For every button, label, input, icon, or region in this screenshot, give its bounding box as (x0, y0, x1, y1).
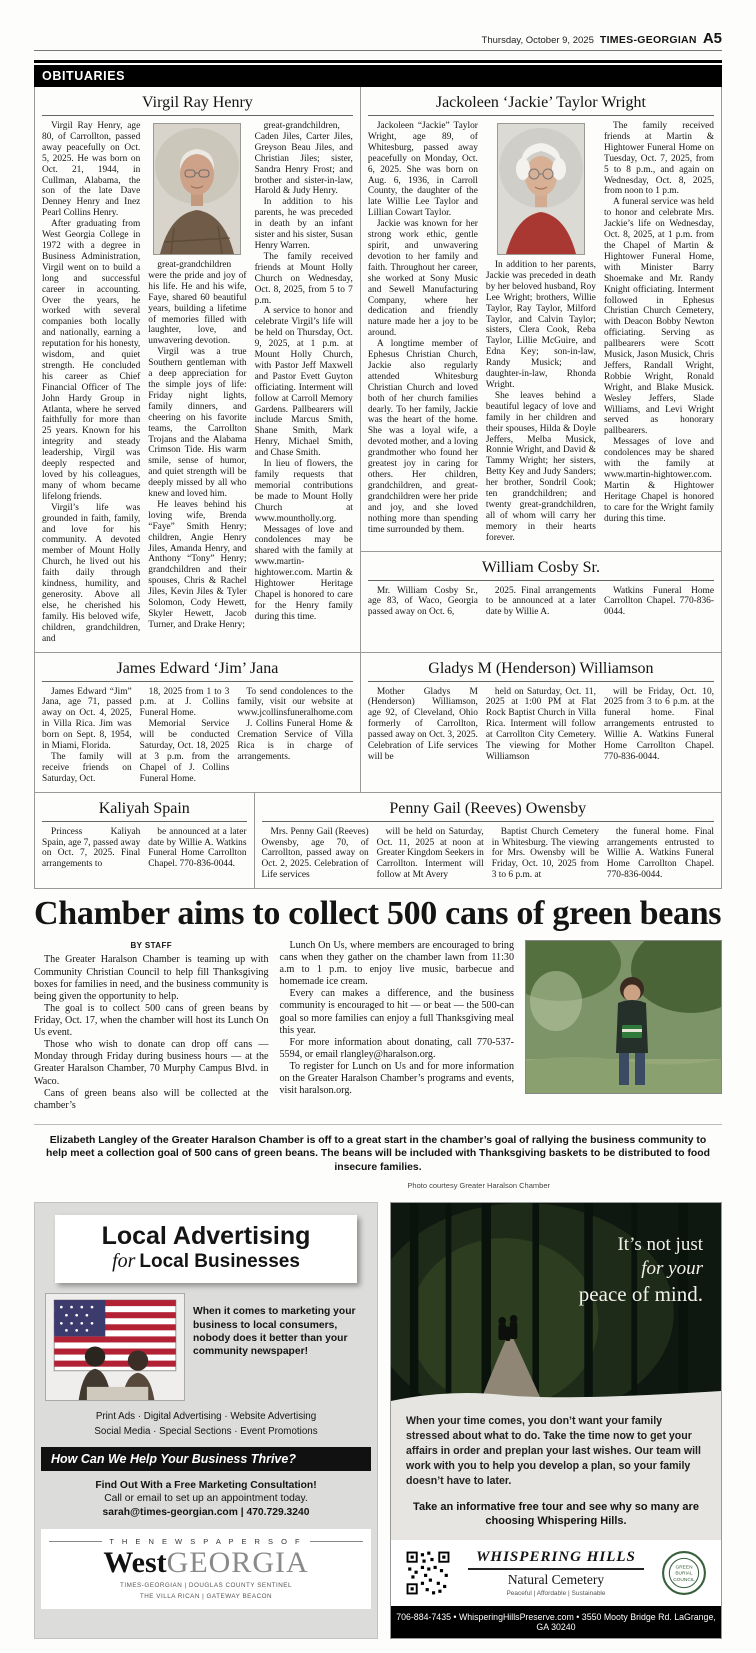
obituary-title: Virgil Ray Henry (42, 89, 353, 116)
paragraph: Messages of love and condolences may be shared with the family at www.martin-hightower.com. Martin & Hightower Heritage Chapel is honored to care for the Henry family during this time. (254, 524, 353, 622)
paragraph: J. Collins Funeral Home & Cremation Service of Villa Rica is in charge of arrangements. (237, 719, 353, 762)
paragraph: The family will receive friends on Saturday, Oct. (42, 751, 132, 784)
obit-column (237, 687, 353, 785)
obit-column (148, 827, 246, 871)
seal-word-1: GREEN (675, 1565, 693, 1571)
paragraph: Lunch On Us, where members are encouraged to bring cans when they gather on the chamber lawn from 11:30 a.m to 1 p.m. to enjoy live music, barbecue and homemade ice cream. (279, 939, 514, 988)
paragraph: A longtime member of Ephesus Christian Church, Jackie also regularly attended Whitesburg Christian Church and loved both of her church families dearly. To her family, Jackie was the heart of the home. She was a loyal wife, a devoted mother, and a loving grandmother who found her greatest joy in caring for others. Her children, grandchildren, and great-grandchildren were her pride and joy, and she loved nothing more than spending time surrounded by them. (367, 339, 478, 535)
paragraph: Jackoleen “Jackie” Taylor Wright, age 89, of Whitesburg, passed away peacefully on Monday, Oct. 6, 2025. She was born on Aug. 6, 1936, in Carroll County, the daughter of the late Willie Lee Taylor and Lillian Cowart Taylor. (367, 121, 478, 219)
obit-column (377, 827, 484, 882)
article-column-text (34, 954, 269, 1111)
ad-services-line1: Print Ads · Digital Advertising · Website Advertising (95, 1411, 317, 1423)
photo-caption: Elizabeth Langley of the Greater Haralson Chamber is off to a great start in the chamber’s goal of rallying the business community to help meet a collection goal of 500 cans of green beans. The beans will be included with Thanksgiving baskets to be distributed to food insecure families. (46, 1134, 710, 1173)
paragraph: Messages of love and condolences may be shared with the family at www.martin-hightower.com. Martin & Hightower Heritage Chapel is honored to care for the Wright family during this time. (603, 437, 714, 524)
ad-middle-row (45, 1293, 367, 1401)
headline-line2: for your (641, 1258, 703, 1280)
obituary-penny-gail-owensby (255, 793, 721, 889)
photo-credit: Photo courtesy Greater Haralson Chamber (407, 1181, 550, 1191)
article-column-2 (280, 940, 515, 1112)
ad-cta (45, 1479, 367, 1521)
flag-photo (45, 1293, 185, 1401)
whispering-hills-logo-row (391, 1540, 721, 1606)
paragraph: In lieu of flowers, the family requests that memorial contributions be made to Mount Holly Church at www.mountholly.org. (254, 459, 353, 524)
headline-line3: peace of mind. (578, 1281, 703, 1306)
forest-photo-headline (579, 1233, 703, 1307)
obit-column (368, 121, 478, 544)
whispering-hills-ad (390, 1202, 722, 1639)
chamber-article (34, 896, 722, 1190)
paragraph: He leaves behind his loving wife, Brenda “Faye” Smith Henry; children, Angie Henry Jiles, Amanda Henry, and Anthony “Tony” Henry; grandchildren and their spouses, Chris & Rachel Jiles, Kevin Jiles & Tyler Solomon, Cody Hewett, Skyler Hewett, Jacob Turner, and Drake Henry; (148, 499, 247, 630)
whispering-hills-logo (468, 1549, 644, 1597)
paragraph: The family received friends at Martin & Hightower Funeral Home on Tuesday, Oct. 7, 2025, from 5 to 8 p.m., and again on Wednesday, Oct. 8, 2025, from noon to 1 p.m. (603, 121, 714, 197)
obit-column (368, 687, 478, 763)
ad-headline-for: for (112, 1250, 136, 1273)
obituaries-section (34, 87, 722, 889)
cemetery-name: WHISPERING HILLS (468, 1549, 644, 1570)
obit-column (492, 827, 599, 882)
obituary-kaliyah-spain (35, 793, 255, 889)
paragraph: Virgil’s life was grounded in faith, family, and love for his community. A devoted member of Mount Holly Church, he lived out his faith daily through kindness, humility, and generosity. Above all else, he cherished his family. His beloved wife, children, grandchildren, and (42, 502, 141, 644)
obituary-title: Penny Gail (Reeves) Owensby (262, 795, 714, 822)
obit-column-text (486, 260, 596, 544)
paragraph: will be held on Saturday, Oct. 11, 2025 at noon at Greater Kingdom Seekers in Carrollton. Interment will follow at Mt Avery (376, 826, 484, 881)
ad-headline-line2 (61, 1249, 351, 1274)
ad-body-text: When your time comes, you don’t want your family stressed about what to do. Take the time now to get your affairs in order and preplan your last wishes. Our team will work with you to help you develop a plan, so your family doesn’t have to later. (406, 1415, 701, 1487)
paragraph: Virgil was a true Southern gentleman with a deep appreciation for the simple joys of life: Friday night lights, family dinners, and cheering on his favorite teams, the Carrollton Trojans and the Alabama Crimson Tide. His warm smile, sense of humor, and quiet strength will be deeply missed by all who knew and loved him. (148, 347, 247, 500)
ad-pitch-text: When it comes to marketing your business to local consumers, nobody does it better than your community newspaper! (193, 1306, 356, 1358)
obit-row-2 (35, 652, 721, 792)
obituary-title: William Cosby Sr. (368, 554, 714, 581)
paragraph: Jackie was known for her strong work ethic, gentle spirit, and unwavering devotion to her family and faith. Throughout her career, she worked at Sony Music and Sewell Manufacturing Company, where her dedication and friendly nature made her a joy to be around. (367, 219, 478, 339)
obituary-gladys-williamson (361, 653, 721, 792)
west-georgia-house-ad (34, 1202, 378, 1639)
paragraph: After graduating from West Georgia College in 1972 with a degree in Business Administration, Virgil went on to build a long and successful career in accounting. Over the years, he worked with several companies both locally and nationally, earning a reputation for his honesty, wisdom, and quiet strength. He concluded his career as Chief Financial Officer of The John Hardy Group in Atlanta, where he served faithfully for more than 25 years. Known for his integrity and steady leadership, Virgil was deeply respected and loved by his colleagues, many of whom became lifelong friends. (42, 219, 141, 502)
obituary-columns (262, 827, 714, 882)
jackoleen-taylor-wright-photo (497, 123, 585, 255)
green-burial-council-seal (661, 1550, 707, 1596)
ad-headline-card (55, 1215, 357, 1283)
paragraph: Memorial Service will be conducted Saturday, Oct. 18, 2025 at 3 p.m. from the Chapel of J. Collins Funeral Home. (139, 719, 230, 784)
obit-column (148, 121, 246, 645)
virgil-ray-henry-photo (153, 123, 241, 255)
article-byline: BY STAFF (130, 940, 173, 950)
paragraph: the funeral home. Final arrangements entrusted to Willie A. Watkins Funeral Home Carrollton Chapel. 770-836-0044. (606, 826, 715, 881)
affiliate-papers (49, 1581, 363, 1602)
paragraph: The family received friends at Mount Holly Church on Wednesday, Oct. 8, 2025, from 5 to 7 p.m. (254, 251, 353, 306)
obituary-title: James Edward ‘Jim’ Jana (42, 655, 353, 682)
paragraph: Mr. William Cosby Sr., age 83, of Waco, Georgia passed away on Oct. 6, (367, 585, 478, 618)
ad-ribbon: How Can We Help Your Business Thrive? (41, 1447, 371, 1471)
logo-kicker: T H E N E W S P A P E R S O F (49, 1537, 363, 1546)
obit-row-1 (35, 87, 721, 652)
obituary-columns (368, 121, 714, 544)
paragraph: Mother Gladys M (Henderson) Williamson, age 92, of Cleveland, Ohio formerly of Carrollton, passed away on Oct. 3, 2025. Celebration of Life services will be (367, 686, 478, 762)
obit-column (486, 687, 596, 763)
paragraph: 18, 2025 from 1 to 3 p.m. at J. Collins Funeral Home. (139, 686, 230, 719)
obituary-virgil-ray-henry (35, 87, 361, 652)
obituary-james-edward-jana (35, 653, 361, 792)
obit-column (607, 827, 714, 882)
obit-column (368, 586, 478, 619)
paragraph: The Greater Haralson Chamber is teaming up with Community Christian Council to help fill Thanksgiving boxes for families in need, and the business community is being given the opportunity to help. (34, 954, 269, 1002)
obituary-jackoleen-taylor-wright (361, 87, 721, 551)
obit-column (486, 586, 596, 619)
paragraph: To send condolences to the family, visit our website at www.jcollinsfuneralhome.com (237, 686, 353, 719)
page-date: Thursday, October 9, 2025 (481, 35, 594, 46)
section-label: OBITUARIES (34, 65, 722, 87)
seal-word-2: BURIAL (675, 1571, 693, 1577)
obituary-columns (42, 687, 353, 785)
obituary-title: Jackoleen ‘Jackie’ Taylor Wright (368, 89, 714, 116)
paragraph: To register for Lunch on Us and for more information on the Greater Haralson Chamber’s programs and events, visit haralson.org. (279, 1060, 514, 1097)
paragraph: In addition to his parents, he was preceded in death by an infant sister and his sister, Susan Henry Warren. (254, 197, 353, 251)
obit-right-stack (361, 87, 721, 652)
paragraph: For more information about donating, call 770-537-5594, or email rlangley@haralson.org. (279, 1036, 514, 1060)
whispering-hills-body (391, 1401, 721, 1540)
paragraph: James Edward “Jim” Jana, age 71, passed away on Oct. 4, 2025, in Villa Rica. Jim was born on Sept. 8, 1954, in Miami, Florida. (42, 686, 132, 752)
paragraph: Watkins Funeral Home Carrollton Chapel. 770-836-0044. (603, 585, 714, 618)
article-caption-block (34, 1124, 722, 1191)
obit-column (42, 121, 140, 645)
paragraph: A funeral service was held to honor and celebrate Mrs. Jackie’s life on Wednesday, Oct. 8, 2025, at 1 p.m. from the Chapel of Martin & Hightower Funeral Home, with Minister Barry Shoemake and Mr. Randy Knight officiating. Interment followed in Ephesus Christian Church Cemetery, with Deacon Bobby Newton officiating. Serving as pallbearers were Scott Musick, Jason Musick, Chris Jeffers, Randall Wright, Robbie Wright, Ronald Wright, and Blake Musick. Wesley Jeffers, Slade Williams, and Levi Wright served as honorary pallbearers. (603, 197, 714, 437)
obituary-columns (368, 586, 714, 619)
ad-contact-email-phone: sarah@times-georgian.com | 470.729.3240 (102, 1507, 310, 1519)
publication-name: TIMES-GEORGIAN (599, 34, 697, 46)
ad-tour-text: Take an informative free tour and see why so many are choosing Whispering Hills. (413, 1500, 699, 1528)
obituary-william-cosby-sr (361, 551, 721, 626)
seal-word-3: COUNCIL (673, 1578, 695, 1584)
paragraph: She leaves behind a beautiful legacy of love and family in her children and their spouses, Hilda & Doyle Jeffers, Melba Musick, Ronnie Wright, and David & Tammy Wright; her sisters, Betty Key and Judy Sanders; her brother, Sondril Cook; ten grandchildren; and twenty great-grandchildren, all of whom will carry her memory in their hearts forever. (485, 390, 596, 543)
obituary-title: Gladys M (Henderson) Williamson (368, 655, 714, 682)
paragraph: Baptist Church Cemetery in Whitesburg. The viewing for Mrs. Owensby will be Friday, Oct. 10, 2025 from 3 to 6 p.m. at (491, 826, 599, 881)
affiliates-line1: TIMES-GEORGIAN | DOUGLAS COUNTY SENTINEL (120, 1582, 292, 1590)
article-body (34, 940, 722, 1112)
obituary-title: Kaliyah Spain (42, 795, 247, 822)
forest-photo (391, 1203, 721, 1401)
paragraph: The goal is to collect 500 cans of green beans by Friday, Oct. 17, when the chamber will host its Lunch On Us event. (34, 1002, 269, 1039)
obit-column-text (148, 260, 246, 631)
ad-services-line2: Social Media · Special Sections · Event Promotions (94, 1426, 318, 1438)
ad-cta-line1: Find Out With a Free Marketing Consultation! (95, 1479, 317, 1491)
obit-column (42, 827, 140, 871)
paragraph: Those who wish to donate can drop off cans — Monday through Friday during business hours — at the Greater Haralson Chamber, 70 Murphy Campus Blvd. in Waco. (34, 1039, 269, 1087)
article-headline: Chamber aims to collect 500 cans of green beans (34, 895, 722, 933)
headline-line1: It’s not just (617, 1234, 703, 1256)
obit-column (604, 586, 714, 619)
west-georgia-wordmark (49, 1546, 363, 1579)
page-header (34, 4, 722, 51)
affiliates-line2: THE VILLA RICAN | GATEWAY BEACON (139, 1592, 273, 1600)
cemetery-subtitle: Natural Cemetery (507, 1572, 605, 1588)
logo-west: West (103, 1546, 167, 1580)
obit-column (486, 121, 596, 544)
ad-headline-line1: Local Advertising (101, 1222, 311, 1251)
paragraph: great-grandchildren, Caden Jiles, Carter Jiles, Greyson Beau Jiles, and Christian Jiles; sister, Sandra Henry Frost; and brother and sister-in-law, Harold & Judy Henry. (254, 121, 353, 197)
cemetery-tagline: Peaceful | Affordable | Sustainable (506, 1590, 606, 1598)
qr-code (405, 1550, 451, 1596)
obituary-columns (42, 121, 353, 645)
ad-services (45, 1409, 367, 1439)
paragraph: In addition to her parents, Jackie was preceded in death by her beloved husband, Roy Lee Wright; brothers, Willie Taylor, Ray Taylor, Milford Taylor, and Calvin Taylor; sisters, Clera Cook, Reba Taylor, Lillie McGuire, and Edna Key; son-in-law, Randy Musick; and daughter-in-law, Rhonda Wright. (485, 260, 596, 390)
paragraph: Mrs. Penny Gail (Reeves) Owensby, age 70, of Carrollton, passed away on Oct. 2, 2025. Celebration of Life services (261, 826, 369, 881)
paragraph: be announced at a later date by Willie A. Watkins Funeral Home Carrollton Chapel. 770-836-0044. (148, 826, 247, 870)
obit-column (604, 687, 714, 763)
obit-column (255, 121, 353, 645)
obit-row-3 (35, 792, 721, 889)
paragraph: Cans of green beans also will be collected at the chamber’s (34, 1087, 269, 1111)
obit-column (262, 827, 369, 882)
paragraph: great-grandchildren were the pride and joy of his life. He and his wife, Faye, shared 60 beautiful years, building a lifetime of memories filled with laughter, love, and unwavering devotion. (148, 260, 247, 347)
ad-cta-line2: Call or email to set up an appointment today. (104, 1493, 308, 1505)
paragraph: Princess Kaliyah Spain, age 7, passed away on Oct. 7, 2025. Final arrangements to (42, 826, 141, 870)
paragraph: will be Friday, Oct. 10, 2025 from 3 to 6 p.m. at the funeral home. Final arrangements entrusted to Willie A. Watkins Funeral Home Carrollton Chapel. 770-836-0044. (603, 686, 714, 762)
obituaries-section-banner (34, 60, 722, 87)
paragraph: held on Saturday, Oct. 11, 2025 at 1:00 PM at Flat Rock Baptist Church in Villa Rica. Interment will follow at Carrollton City Cemetery. The viewing for Mother Williamson (485, 686, 596, 762)
chamber-article-photo (525, 940, 722, 1094)
logo-georgia: GEORGIA (166, 1546, 309, 1580)
obit-column (604, 121, 714, 544)
obituary-columns (42, 827, 247, 871)
whispering-hills-contact-bar: 706-884-7435 • WhisperingHillsPreserve.com • 3550 Mooty Bridge Rd. LaGrange, GA 30240 (391, 1606, 721, 1638)
advertisements (34, 1202, 722, 1639)
obituary-columns (368, 687, 714, 763)
ad-headline-businesses: Local Businesses (139, 1251, 300, 1273)
paragraph: 2025. Final arrangements to be announced at a later date by Willie A. (485, 585, 596, 618)
obit-column (42, 687, 132, 785)
page-number: A5 (702, 30, 722, 47)
paragraph: Every can makes a difference, and the business community is encouraged to hit — or beat — the 500-can goal so more families can enjoy a full Thanksgiving meal this year. (279, 988, 514, 1036)
article-column-1 (34, 940, 269, 1112)
obit-column (140, 687, 230, 785)
paragraph: A service to honor and celebrate Virgil’s life will be held on Thursday, Oct. 9, 2025, at 1 p.m. at Mount Holly Church, with Pastor Jeff Maxwell and Pastor Evett Guyton officiating. Interment will follow at Carroll Memory Gardens. Pallbearers will include Marcus Smith, Shane Smith, Mark Henry, Michael Smith, and Chase Smith. (254, 306, 353, 459)
paragraph: Virgil Ray Henry, age 80, of Carrollton, passed away peacefully on Oct. 5, 2025. He was born on Oct. 21, 1944, in Cullman, Alabama, the son of the late Dave Denney Henry and Inez Pearl Collins Henry. (42, 121, 141, 219)
